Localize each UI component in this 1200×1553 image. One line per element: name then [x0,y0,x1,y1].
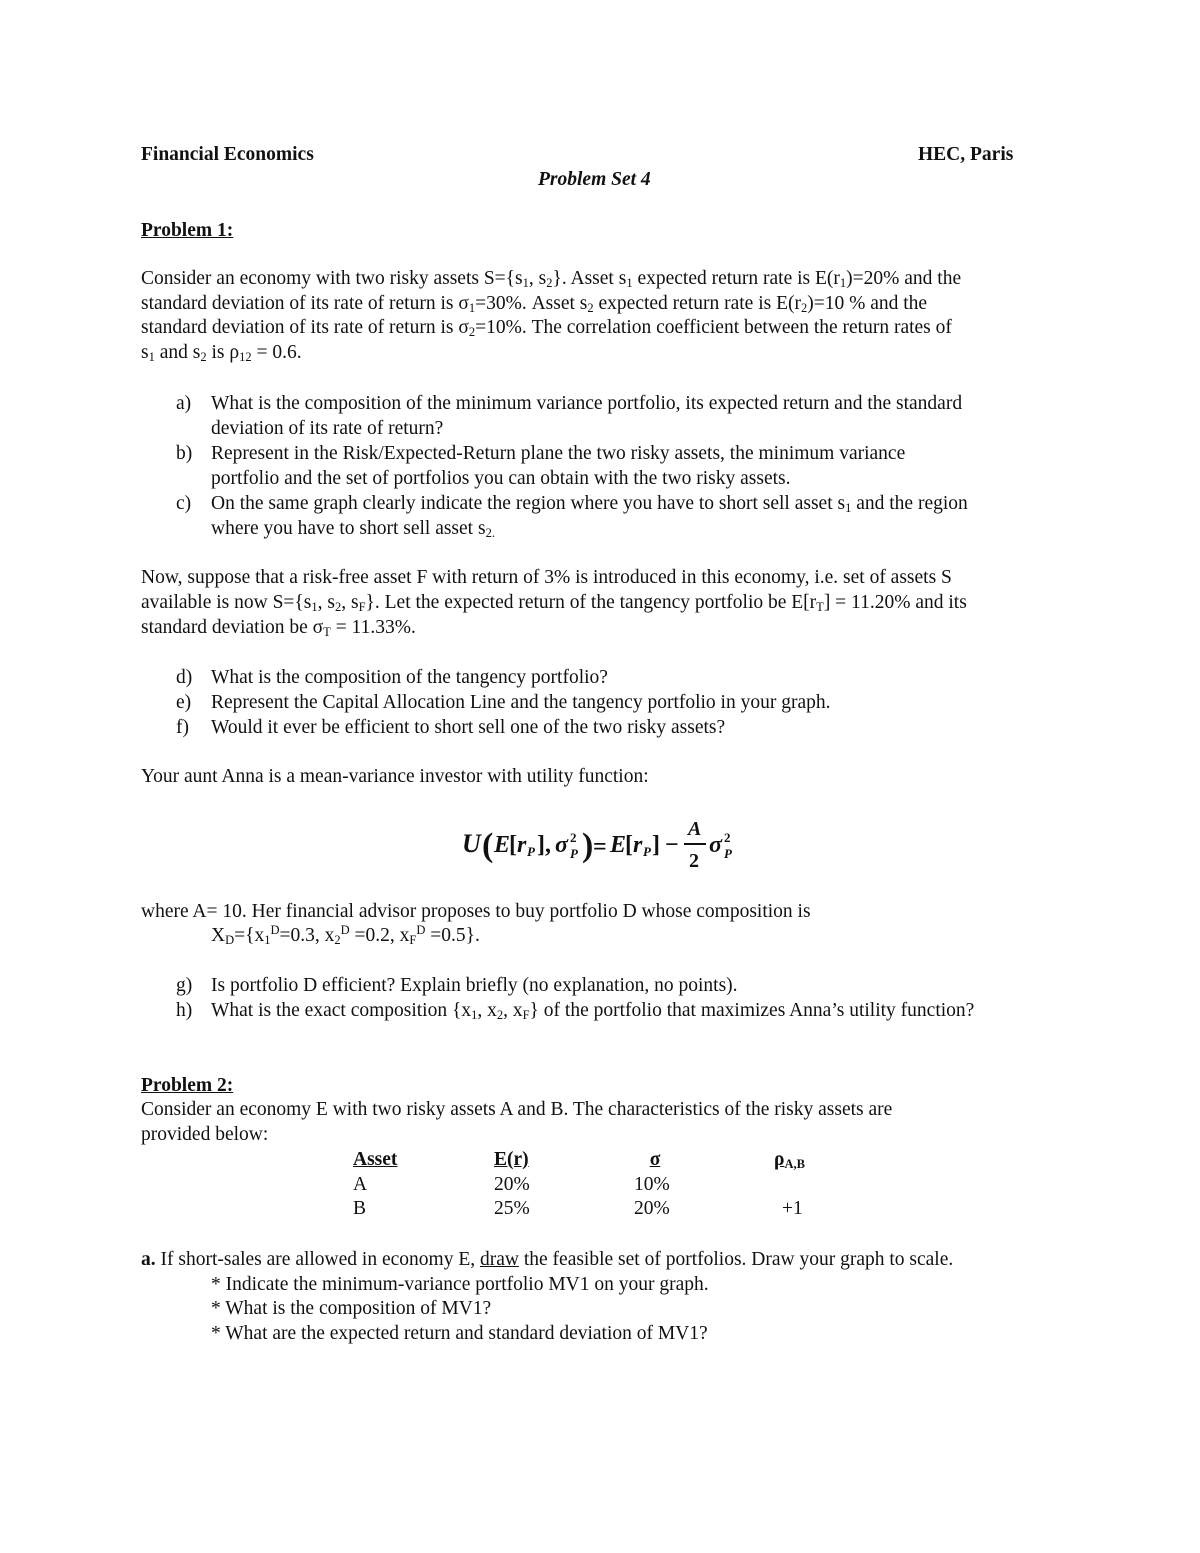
table-header-asset: Asset [353,1149,398,1170]
svg-text:2: 2 [689,850,699,872]
question-c-line-2: where you have to short sell asset $s_{2.}$ [211,518,495,540]
question-label: c) [176,493,192,514]
question-c [176,492,191,516]
question-b-line-2: portfolio and the set of portfolios you can obtain with the two risky assets. [211,468,791,489]
svg-text:r: r [633,832,643,858]
table-header-rho: $\rho_{A,B}$ [774,1149,805,1171]
table-header-sigma: σ [649,1149,661,1170]
question-a [176,392,191,416]
svg-text:E: E [610,832,627,858]
svg-text:2: 2 [724,830,731,845]
question-label: b) [176,443,193,464]
question-h-label: h) [176,1000,193,1021]
table-row-a-asset: A [353,1174,368,1195]
problem1-heading: Problem 1: [141,220,234,241]
bullet-3: * What are the expected return and standard deviation of MV1? [211,1323,708,1344]
table-header-er: E(r) [494,1149,529,1170]
p1-intro-line-4: $s_1$ and $s_2$ is $\rho_{12} = 0.6$. [141,342,302,364]
where-text: where A= 10. Her financial advisor proposes to buy portfolio D whose composition is [141,901,811,922]
riskfree-line-3: standard deviation be $\sigma_T = 11.33\%$. [141,617,416,639]
part-a [141,1248,953,1272]
p2-intro-line-2: provided below: [141,1124,269,1145]
part-a-label: a. [141,1249,156,1270]
question-f-label: f) [176,717,189,738]
table-row-a-er: 20% [494,1174,530,1195]
question-c-line-1: On the same graph clearly indicate the region where you have to short sell asset $s_1$ and the region [211,493,968,515]
svg-text:r: r [517,832,527,858]
document-title: Problem Set 4 [538,169,651,190]
p1-intro-line-3: standard deviation of its rate of return is $\sigma_2=10\%$. The correlation coefficient between the return rates of [141,317,952,339]
question-f-text: Would it ever be efficient to short sell one of the two risky assets? [211,717,726,738]
question-g-label: g) [176,975,193,996]
utility-formula [462,816,762,876]
svg-text:[: [ [509,832,517,858]
question-a-line-2: deviation of its rate of return? [211,418,444,439]
svg-text:P: P [527,844,535,859]
riskfree-line-1: Now, suppose that a risk-free asset F with return of 3% is introduced in this economy, i.e. set of assets S [141,567,952,588]
svg-text:σ: σ [555,832,568,858]
bullet-2: * What is the composition of MV1? [211,1298,492,1319]
question-g-text: Is portfolio D efficient? Explain briefly (no explanation, no points). [211,975,738,996]
table-row-b-sigma: 20% [634,1198,670,1219]
table-row-b-asset: B [353,1198,367,1219]
svg-text:],: ], [537,832,551,858]
table-row-a-sigma: 10% [634,1174,670,1195]
institution: HEC, Paris [918,144,1014,165]
part-a-text: If short-sales are allowed in economy E, draw the feasible set of portfolios. Draw your graph to scale. [160,1249,954,1270]
question-b-line-1: Represent in the Risk/Expected-Return plane the two risky assets, the minimum variance [211,443,906,464]
svg-text:(: ( [482,827,494,864]
p2-intro-line-1: Consider an economy E with two risky assets A and B. The characteristics of the risky assets are [141,1099,893,1120]
svg-text:U: U [462,829,481,858]
table-row-b-rho: +1 [782,1198,803,1219]
svg-text:): ) [582,827,594,864]
problem2-heading: Problem 2: [141,1075,234,1096]
svg-text:E: E [494,832,511,858]
question-h-text: What is the exact composition {$x_1$, $x_2$, $x_F$} of the portfolio that maximizes Anna’s utility function? [211,1000,975,1022]
svg-text:P: P [570,846,578,861]
question-a-line-1: What is the composition of the minimum variance portfolio, its expected return and the standard [211,393,963,414]
question-d-label: d) [176,667,193,688]
svg-text:]: ] [652,832,660,858]
question-label: a) [176,393,192,414]
table-row-b-er: 25% [494,1198,530,1219]
svg-text:σ: σ [709,832,722,858]
svg-text:P: P [643,844,651,859]
svg-text:=: = [593,834,607,860]
svg-text:A: A [688,818,702,840]
svg-text:P: P [724,846,732,861]
composition-text: $X_D=\{x_1^D=0.3$, $x_2^D =0.2$, $x_F^D =0.5$}. [211,923,480,947]
p1-intro-line-2: standard deviation of its rate of return is $\sigma_1=30\%$. Asset $s_2$ expected return rate is $E(r_2)=10$ % and the [141,293,928,315]
question-b [176,442,192,466]
bullet-1: * Indicate the minimum-variance portfolio MV1 on your graph. [211,1274,709,1295]
p1-intro-line-1: Consider an economy with two risky assets $S=\{s_1$, $s_2$}. Asset $s_1$ expected return rate is $E(r_1)=20\%$ and the [141,268,962,290]
question-e-label: e) [176,692,192,713]
svg-text:[: [ [625,832,633,858]
course-title: Financial Economics [141,144,314,165]
svg-text:−: − [665,832,679,858]
svg-text:2: 2 [570,830,577,845]
aunt-text: Your aunt Anna is a mean-variance investor with utility function: [141,766,649,787]
riskfree-line-2: available is now $S=\{s_1$, $s_2$, $s_F$}. Let the expected return of the tangency portfolio be $E[r_T] = 11.20\%$ and its [141,592,967,614]
question-d-text: What is the composition of the tangency portfolio? [211,667,608,688]
question-e-text: Represent the Capital Allocation Line and the tangency portfolio in your graph. [211,692,831,713]
